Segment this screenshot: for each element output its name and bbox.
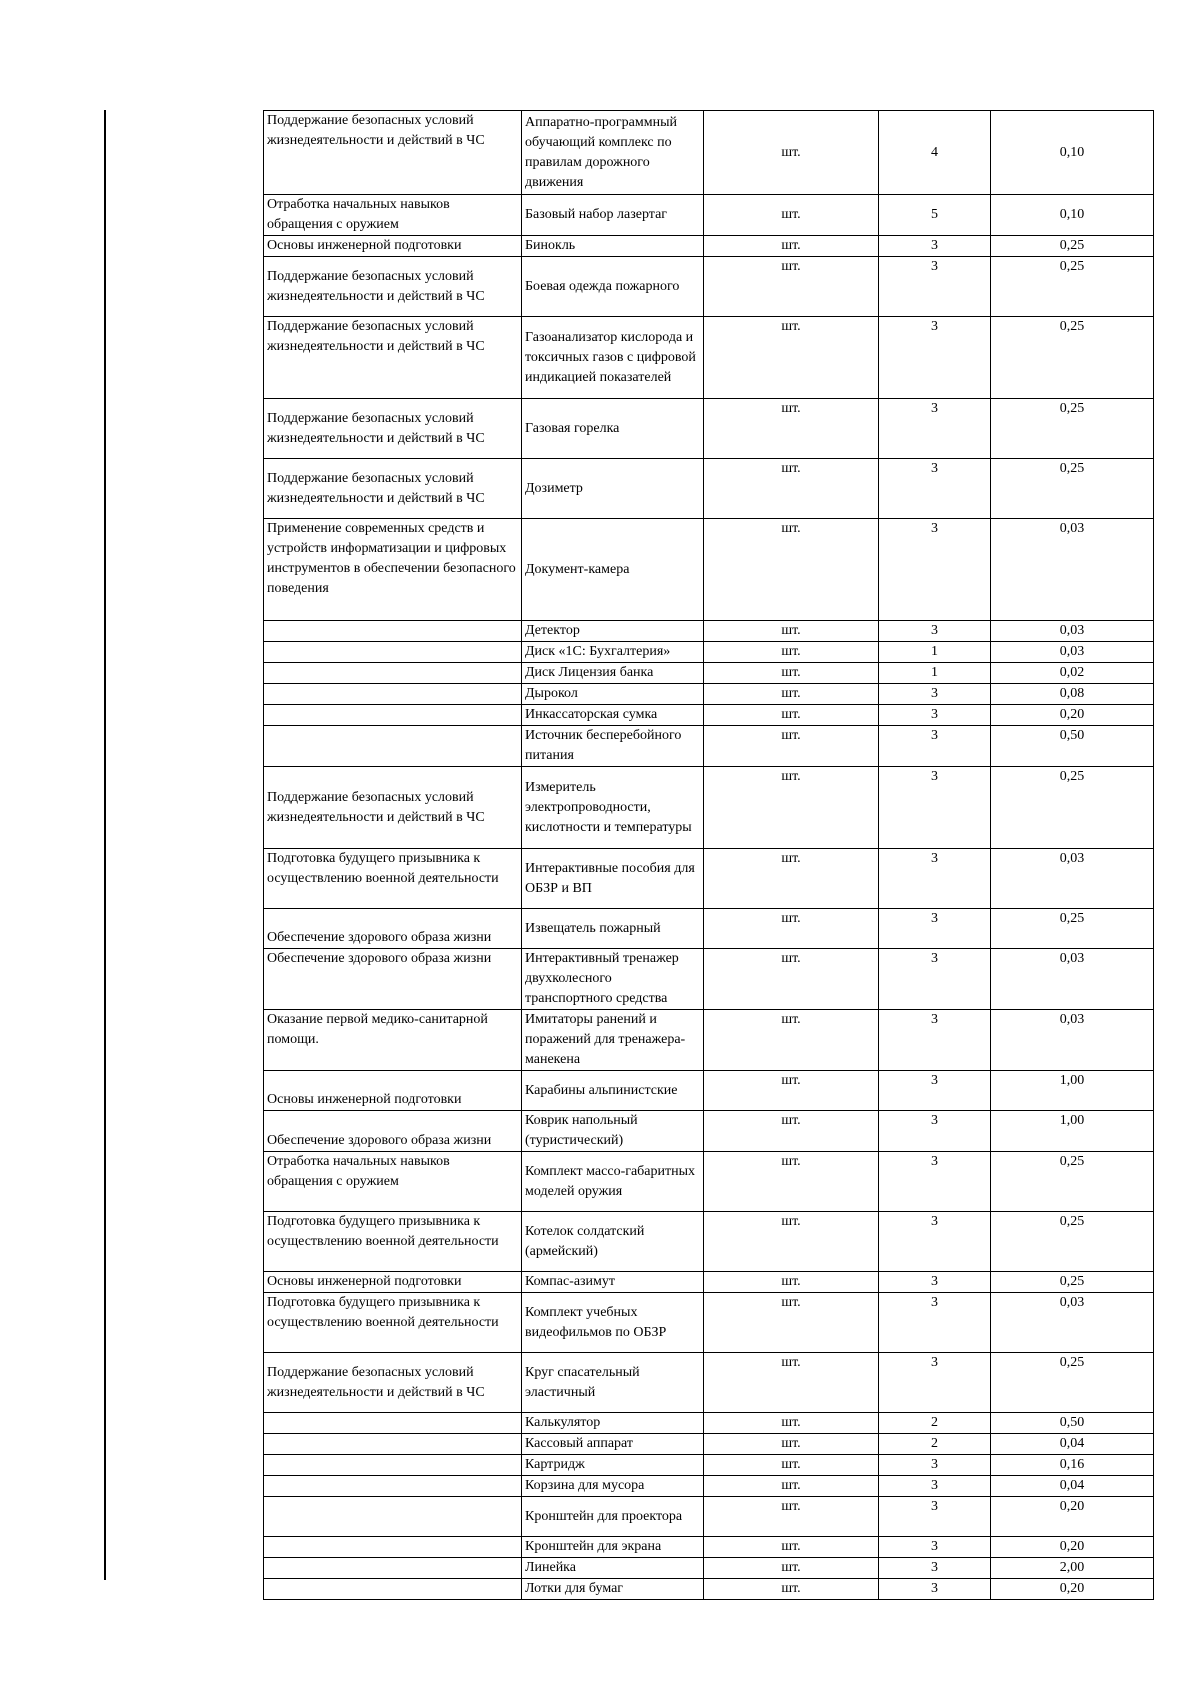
row-quantity-cell: 3	[879, 1152, 991, 1212]
row-item-name-cell: Аппаратно-программный обучающий комплекс по правилам дорожного движения	[522, 111, 704, 195]
row-quantity-cell: 2	[879, 1413, 991, 1434]
row-topic-cell: Поддержание безопасных условий жизнедеятельности и действий в ЧС	[264, 767, 522, 849]
row-value-cell: 0,04	[991, 1434, 1154, 1455]
row-item-name-cell: Газовая горелка	[522, 399, 704, 459]
row-item-name-cell: Измеритель электропроводности, кислотности и температуры	[522, 767, 704, 849]
row-unit-cell: шт.	[704, 1293, 879, 1353]
row-item-name-cell: Линейка	[522, 1558, 704, 1579]
table-row	[264, 1111, 1154, 1152]
table-row	[264, 519, 1154, 621]
table-row	[264, 459, 1154, 519]
row-quantity-cell: 3	[879, 849, 991, 909]
row-quantity-cell: 3	[879, 1212, 991, 1272]
row-topic-cell	[264, 663, 522, 684]
row-topic-cell	[264, 684, 522, 705]
row-quantity-cell: 1	[879, 663, 991, 684]
row-item-name-cell: Кронштейн для экрана	[522, 1537, 704, 1558]
row-unit-cell: шт.	[704, 1434, 879, 1455]
row-item-name-cell: Базовый набор лазертаг	[522, 195, 704, 236]
row-topic-cell: Подготовка будущего призывника к осуществлению военной деятельности	[264, 849, 522, 909]
table-row	[264, 1579, 1154, 1600]
row-item-name-cell: Детектор	[522, 621, 704, 642]
row-unit-cell: шт.	[704, 1272, 879, 1293]
row-item-name-cell: Котелок солдатский (армейский)	[522, 1212, 704, 1272]
row-item-name-cell: Бинокль	[522, 236, 704, 257]
left-margin-line	[104, 110, 106, 1580]
row-quantity-cell: 3	[879, 1010, 991, 1071]
row-topic-cell: Обеспечение здорового образа жизни	[264, 909, 522, 949]
row-value-cell: 0,25	[991, 459, 1154, 519]
row-unit-cell: шт.	[704, 1497, 879, 1537]
row-topic-cell: Обеспечение здорового образа жизни	[264, 949, 522, 1010]
row-quantity-cell: 3	[879, 519, 991, 621]
row-topic-cell: Поддержание безопасных условий жизнедеятельности и действий в ЧС	[264, 399, 522, 459]
row-topic-cell: Основы инженерной подготовки	[264, 1272, 522, 1293]
row-topic-cell	[264, 621, 522, 642]
row-unit-cell: шт.	[704, 642, 879, 663]
row-item-name-cell: Кассовый аппарат	[522, 1434, 704, 1455]
row-quantity-cell: 3	[879, 1111, 991, 1152]
row-unit-cell: шт.	[704, 399, 879, 459]
row-unit-cell: шт.	[704, 1152, 879, 1212]
table-row	[264, 1558, 1154, 1579]
row-value-cell: 0,20	[991, 705, 1154, 726]
row-value-cell: 0,25	[991, 1152, 1154, 1212]
row-unit-cell: шт.	[704, 257, 879, 317]
row-topic-cell: Поддержание безопасных условий жизнедеятельности и действий в ЧС	[264, 257, 522, 317]
row-unit-cell: шт.	[704, 949, 879, 1010]
row-quantity-cell: 3	[879, 621, 991, 642]
row-unit-cell: шт.	[704, 1537, 879, 1558]
table-row	[264, 1212, 1154, 1272]
row-unit-cell: шт.	[704, 621, 879, 642]
row-unit-cell: шт.	[704, 1010, 879, 1071]
row-topic-cell: Подготовка будущего призывника к осуществлению военной деятельности	[264, 1212, 522, 1272]
row-item-name-cell: Калькулятор	[522, 1413, 704, 1434]
table-row	[264, 726, 1154, 767]
row-item-name-cell: Лотки для бумаг	[522, 1579, 704, 1600]
row-item-name-cell: Источник бесперебойного питания	[522, 726, 704, 767]
row-value-cell: 1,00	[991, 1071, 1154, 1111]
row-value-cell: 0,10	[991, 195, 1154, 236]
row-item-name-cell: Инкассаторская сумка	[522, 705, 704, 726]
row-unit-cell: шт.	[704, 1413, 879, 1434]
row-topic-cell: Отработка начальных навыков обращения с оружием	[264, 195, 522, 236]
row-value-cell: 0,25	[991, 257, 1154, 317]
row-quantity-cell: 3	[879, 1353, 991, 1413]
row-value-cell: 0,03	[991, 519, 1154, 621]
row-item-name-cell: Интерактивный тренажер двухколесного транспортного средства	[522, 949, 704, 1010]
row-topic-cell: Поддержание безопасных условий жизнедеятельности и действий в ЧС	[264, 1353, 522, 1413]
row-unit-cell: шт.	[704, 1455, 879, 1476]
row-quantity-cell: 3	[879, 1272, 991, 1293]
row-topic-cell: Поддержание безопасных условий жизнедеятельности и действий в ЧС	[264, 317, 522, 399]
row-item-name-cell: Диск Лицензия банка	[522, 663, 704, 684]
row-unit-cell: шт.	[704, 111, 879, 195]
row-value-cell: 0,20	[991, 1537, 1154, 1558]
row-item-name-cell: Извещатель пожарный	[522, 909, 704, 949]
equipment-table	[263, 110, 1154, 1600]
table-row	[264, 1071, 1154, 1111]
row-unit-cell: шт.	[704, 1579, 879, 1600]
table-row	[264, 621, 1154, 642]
row-item-name-cell: Дозиметр	[522, 459, 704, 519]
row-value-cell: 0,25	[991, 1212, 1154, 1272]
row-topic-cell	[264, 1537, 522, 1558]
row-value-cell: 2,00	[991, 1558, 1154, 1579]
row-value-cell: 0,03	[991, 1293, 1154, 1353]
row-value-cell: 0,20	[991, 1497, 1154, 1537]
row-value-cell: 0,25	[991, 909, 1154, 949]
row-topic-cell: Применение современных средств и устройств информатизации и цифровых инструментов в обеспечении безопасного поведения	[264, 519, 522, 621]
row-value-cell: 0,03	[991, 949, 1154, 1010]
table-row	[264, 1497, 1154, 1537]
row-value-cell: 0,25	[991, 399, 1154, 459]
row-quantity-cell: 3	[879, 236, 991, 257]
row-quantity-cell: 3	[879, 1537, 991, 1558]
row-item-name-cell: Карабины альпинистские	[522, 1071, 704, 1111]
row-unit-cell: шт.	[704, 1558, 879, 1579]
row-item-name-cell: Корзина для мусора	[522, 1476, 704, 1497]
row-quantity-cell: 3	[879, 317, 991, 399]
row-value-cell: 0,25	[991, 1272, 1154, 1293]
row-item-name-cell: Боевая одежда пожарного	[522, 257, 704, 317]
row-item-name-cell: Диск «1С: Бухгалтерия»	[522, 642, 704, 663]
row-quantity-cell: 3	[879, 1497, 991, 1537]
row-unit-cell: шт.	[704, 909, 879, 949]
row-topic-cell	[264, 1579, 522, 1600]
table-row	[264, 195, 1154, 236]
table-row	[264, 1413, 1154, 1434]
row-value-cell: 0,02	[991, 663, 1154, 684]
row-item-name-cell: Документ-камера	[522, 519, 704, 621]
row-item-name-cell: Комплект массо-габаритных моделей оружия	[522, 1152, 704, 1212]
row-unit-cell: шт.	[704, 317, 879, 399]
row-quantity-cell: 2	[879, 1434, 991, 1455]
row-quantity-cell: 4	[879, 111, 991, 195]
row-unit-cell: шт.	[704, 1353, 879, 1413]
row-quantity-cell: 3	[879, 684, 991, 705]
row-topic-cell: Поддержание безопасных условий жизнедеятельности и действий в ЧС	[264, 459, 522, 519]
row-item-name-cell: Компас-азимут	[522, 1272, 704, 1293]
table-row	[264, 1537, 1154, 1558]
table-row	[264, 1010, 1154, 1071]
table-row	[264, 663, 1154, 684]
row-item-name-cell: Комплект учебных видеофильмов по ОБЗР	[522, 1293, 704, 1353]
row-quantity-cell: 3	[879, 949, 991, 1010]
table-row	[264, 684, 1154, 705]
row-quantity-cell: 3	[879, 1071, 991, 1111]
row-value-cell: 1,00	[991, 1111, 1154, 1152]
row-unit-cell: шт.	[704, 849, 879, 909]
table-row	[264, 642, 1154, 663]
row-unit-cell: шт.	[704, 767, 879, 849]
table-row	[264, 1272, 1154, 1293]
row-quantity-cell: 3	[879, 257, 991, 317]
row-quantity-cell: 3	[879, 1293, 991, 1353]
row-item-name-cell: Имитаторы ранений и поражений для тренажера-манекена	[522, 1010, 704, 1071]
row-unit-cell: шт.	[704, 1212, 879, 1272]
row-quantity-cell: 3	[879, 459, 991, 519]
row-unit-cell: шт.	[704, 195, 879, 236]
row-quantity-cell: 3	[879, 726, 991, 767]
row-item-name-cell: Интерактивные пособия для ОБЗР и ВП	[522, 849, 704, 909]
row-topic-cell	[264, 1434, 522, 1455]
row-value-cell: 0,25	[991, 317, 1154, 399]
row-topic-cell	[264, 1476, 522, 1497]
row-quantity-cell: 5	[879, 195, 991, 236]
row-quantity-cell: 3	[879, 399, 991, 459]
table-row	[264, 317, 1154, 399]
row-value-cell: 0,16	[991, 1455, 1154, 1476]
row-item-name-cell: Коврик напольный (туристический)	[522, 1111, 704, 1152]
row-quantity-cell: 1	[879, 642, 991, 663]
row-topic-cell	[264, 1455, 522, 1476]
equipment-table-body	[264, 111, 1154, 1600]
row-value-cell: 0,08	[991, 684, 1154, 705]
row-item-name-cell: Круг спасательный эластичный	[522, 1353, 704, 1413]
row-value-cell: 0,50	[991, 1413, 1154, 1434]
row-unit-cell: шт.	[704, 663, 879, 684]
row-unit-cell: шт.	[704, 459, 879, 519]
row-item-name-cell: Дырокол	[522, 684, 704, 705]
row-topic-cell	[264, 1558, 522, 1579]
row-unit-cell: шт.	[704, 705, 879, 726]
table-row	[264, 1476, 1154, 1497]
row-quantity-cell: 3	[879, 909, 991, 949]
row-value-cell: 0,03	[991, 621, 1154, 642]
row-unit-cell: шт.	[704, 1111, 879, 1152]
row-topic-cell	[264, 726, 522, 767]
row-quantity-cell: 3	[879, 1558, 991, 1579]
row-value-cell: 0,25	[991, 767, 1154, 849]
row-topic-cell	[264, 642, 522, 663]
table-row	[264, 257, 1154, 317]
table-row	[264, 1293, 1154, 1353]
row-value-cell: 0,50	[991, 726, 1154, 767]
row-topic-cell: Подготовка будущего призывника к осуществлению военной деятельности	[264, 1293, 522, 1353]
row-item-name-cell: Газоанализатор кислорода и токсичных газов с цифровой индикацией показателей	[522, 317, 704, 399]
table-row	[264, 236, 1154, 257]
row-unit-cell: шт.	[704, 684, 879, 705]
row-topic-cell	[264, 1413, 522, 1434]
table-row	[264, 949, 1154, 1010]
row-topic-cell: Основы инженерной подготовки	[264, 1071, 522, 1111]
row-unit-cell: шт.	[704, 1476, 879, 1497]
row-topic-cell	[264, 1497, 522, 1537]
row-value-cell: 0,20	[991, 1579, 1154, 1600]
row-topic-cell: Обеспечение здорового образа жизни	[264, 1111, 522, 1152]
row-quantity-cell: 3	[879, 1455, 991, 1476]
row-topic-cell: Оказание первой медико-санитарной помощи.	[264, 1010, 522, 1071]
row-unit-cell: шт.	[704, 1071, 879, 1111]
table-row	[264, 1455, 1154, 1476]
row-topic-cell: Основы инженерной подготовки	[264, 236, 522, 257]
table-row	[264, 849, 1154, 909]
table-row	[264, 1353, 1154, 1413]
row-value-cell: 0,10	[991, 111, 1154, 195]
row-value-cell: 0,03	[991, 849, 1154, 909]
table-row	[264, 705, 1154, 726]
table-row	[264, 1152, 1154, 1212]
row-item-name-cell: Кронштейн для проектора	[522, 1497, 704, 1537]
row-item-name-cell: Картридж	[522, 1455, 704, 1476]
row-quantity-cell: 3	[879, 705, 991, 726]
table-row	[264, 111, 1154, 195]
row-value-cell: 0,25	[991, 236, 1154, 257]
row-quantity-cell: 3	[879, 1579, 991, 1600]
row-value-cell: 0,25	[991, 1353, 1154, 1413]
row-unit-cell: шт.	[704, 519, 879, 621]
table-row	[264, 767, 1154, 849]
table-row	[264, 909, 1154, 949]
table-row	[264, 1434, 1154, 1455]
row-unit-cell: шт.	[704, 236, 879, 257]
row-quantity-cell: 3	[879, 767, 991, 849]
row-topic-cell: Отработка начальных навыков обращения с оружием	[264, 1152, 522, 1212]
row-quantity-cell: 3	[879, 1476, 991, 1497]
row-topic-cell	[264, 705, 522, 726]
row-value-cell: 0,04	[991, 1476, 1154, 1497]
row-value-cell: 0,03	[991, 642, 1154, 663]
row-unit-cell: шт.	[704, 726, 879, 767]
row-topic-cell: Поддержание безопасных условий жизнедеятельности и действий в ЧС	[264, 111, 522, 195]
row-value-cell: 0,03	[991, 1010, 1154, 1071]
table-row	[264, 399, 1154, 459]
